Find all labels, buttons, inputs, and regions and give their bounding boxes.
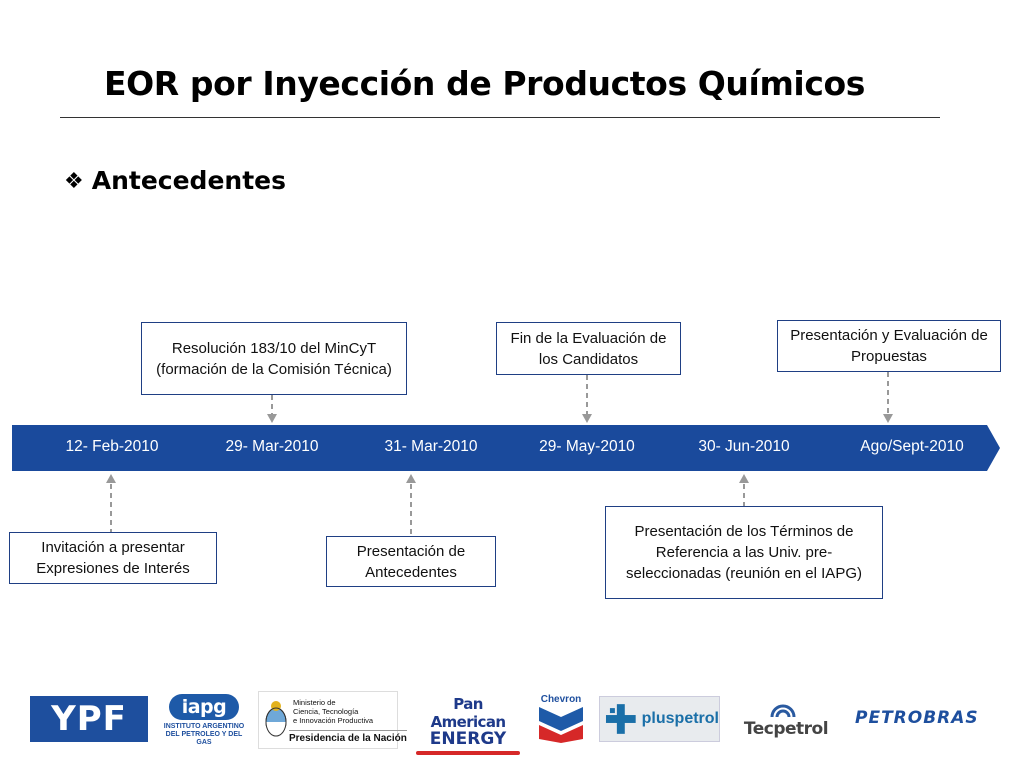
event-box-invitacion: Invitación a presentar Expresiones de Interés [9,532,217,584]
event-box-presentacion-propuestas: Presentación y Evaluación de Propuestas [777,320,1001,372]
timeline-date-5: 30- Jun-2010 [698,438,790,455]
ypf-logo: YPF [30,696,148,742]
timeline-date-3: 31- Mar-2010 [384,438,478,455]
petrobras-logo: PETROBRAS [855,708,979,728]
arrowhead-below-3 [739,474,749,483]
tecpetrol-emblem-icon [768,697,798,719]
event-box-antecedentes: Presentación de Antecedentes [326,536,496,587]
mincyt-logo: Ministerio de Ciencia, Tecnología e Innovación Productiva Presidencia de la Nación [258,691,398,749]
iapg-logo: iapg INSTITUTO ARGENTINO DEL PETROLEO Y DEL GAS [163,696,245,746]
arrowhead-above-1 [267,414,277,423]
timeline-date-4: 29- May-2010 [539,438,635,455]
pluspetrol-logo: pluspetrol [599,696,720,742]
timeline-date-6: Ago/Sept-2010 [860,438,964,455]
arrowhead-below-1 [106,474,116,483]
chevron-emblem-icon [535,705,587,743]
event-box-fin-evaluacion: Fin de la Evaluación de los Candidatos [496,322,681,375]
arrowhead-above-2 [582,414,592,423]
timeline-date-1: 12- Feb-2010 [65,438,159,455]
diamond-bullet-icon: ❖ [64,167,84,193]
pluspetrol-emblem-icon [604,702,638,736]
event-box-terminos-referencia: Presentación de los Términos de Referencia a las Univ. pre-seleccionadas (reunión en el IAPG) [605,506,883,599]
tecpetrol-logo: Tecpetrol [736,697,836,743]
arrowhead-above-3 [883,414,893,423]
section-label: Antecedentes [91,166,286,195]
event-box-resolucion: Resolución 183/10 del MinCyT (formación de la Comisión Técnica) [141,322,407,395]
chevron-logo: Chevron [535,694,587,746]
slide-title: EOR por Inyección de Productos Químicos [104,64,866,103]
arrowhead-below-2 [406,474,416,483]
timeline-date-2: 29- Mar-2010 [225,438,319,455]
pan-american-energy-logo: Pan American ENERGY [416,695,520,743]
argentina-coat-of-arms-icon [263,700,289,740]
